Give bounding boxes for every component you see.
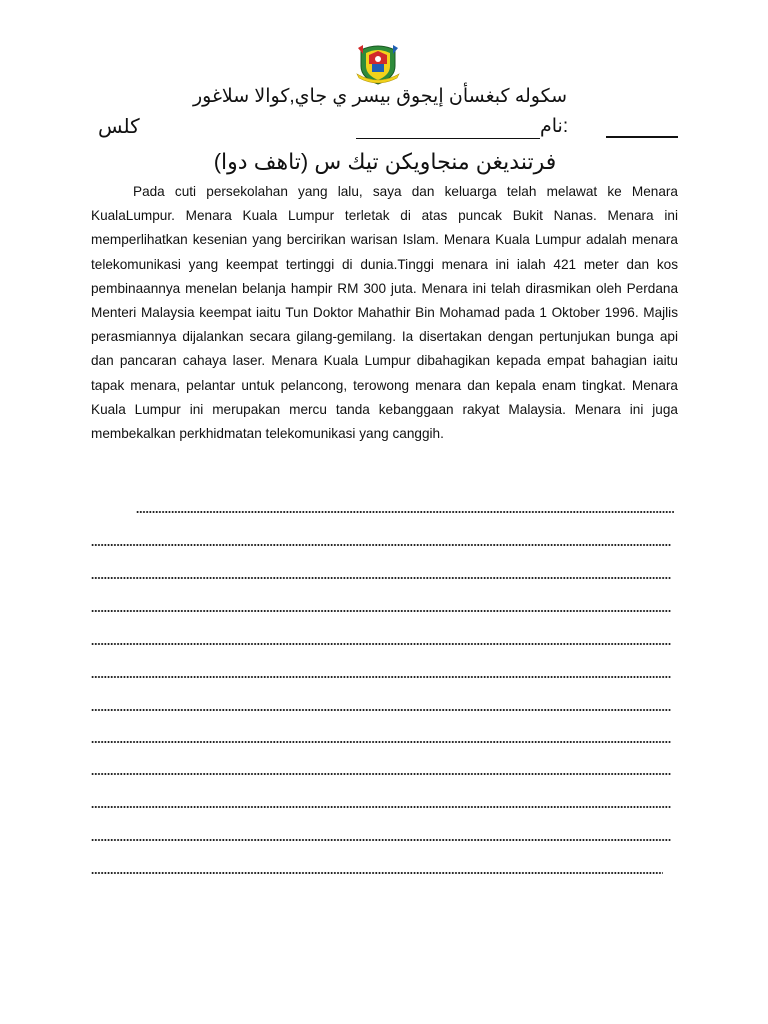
reading-passage: Pada cuti persekolahan yang lalu, saya dan keluarga telah melawat ke Menara KualaLumpur. Menara Kuala Lumpur terletak di atas puncak Bukit Nanas. Menara ini memperlihatkan kesenian yang bercirikan warisan Islam. Menara Kuala Lumpur adalah menara telekomunikasi yang keempat tertinggi di dunia.Tinggi menara ini ialah 421 meter dan kos pembinaannya menelan belanja hampir RM 300 juta. Menara ini telah dirasmikan oleh Perdana Menteri Malaysia keempat iaitu Tun Doktor Mahathir Bin Mohamad pada 1 Oktober 1996. Majlis perasmiannya dijalankan secara gilang-gemilang. Ia disertakan dengan pertunjukan bunga api dan pancaran cahaya laser. Menara Kuala Lumpur dibahagikan kepada empat bahagian iaitu tapak menara, pelantar untuk pelancong, terowong menara dan kepala enam tingkat. Menara Kuala Lumpur ini merupakan mercu tanda kebanggaan rakyat Malaysia. Menara ini juga membekalkan perkhidmatan telekomunikasi yang canggih. xyxy=(91,184,678,442)
class-label: كلس xyxy=(98,116,140,138)
answer-dotted-line xyxy=(91,806,671,808)
answer-dotted-line xyxy=(91,610,671,612)
answer-dotted-line xyxy=(136,511,674,513)
answer-dotted-line xyxy=(91,709,671,711)
answer-dotted-line xyxy=(91,577,671,579)
answer-dotted-line xyxy=(91,544,671,546)
name-label: :نام xyxy=(540,116,569,137)
answer-dotted-line xyxy=(91,643,671,645)
school-name-heading: سكوله كبغسأن إيجوق بيسر ي جاي,كوالا سلاغور xyxy=(192,86,568,107)
answer-dotted-line xyxy=(91,773,671,775)
worksheet-title: فرتنديغن منجاويكن تيك س (تاهف دوا) xyxy=(213,149,557,174)
answer-dotted-line xyxy=(91,839,671,841)
answer-dotted-line xyxy=(91,872,663,874)
answer-dotted-line xyxy=(91,741,671,743)
answer-dotted-line xyxy=(91,676,671,678)
